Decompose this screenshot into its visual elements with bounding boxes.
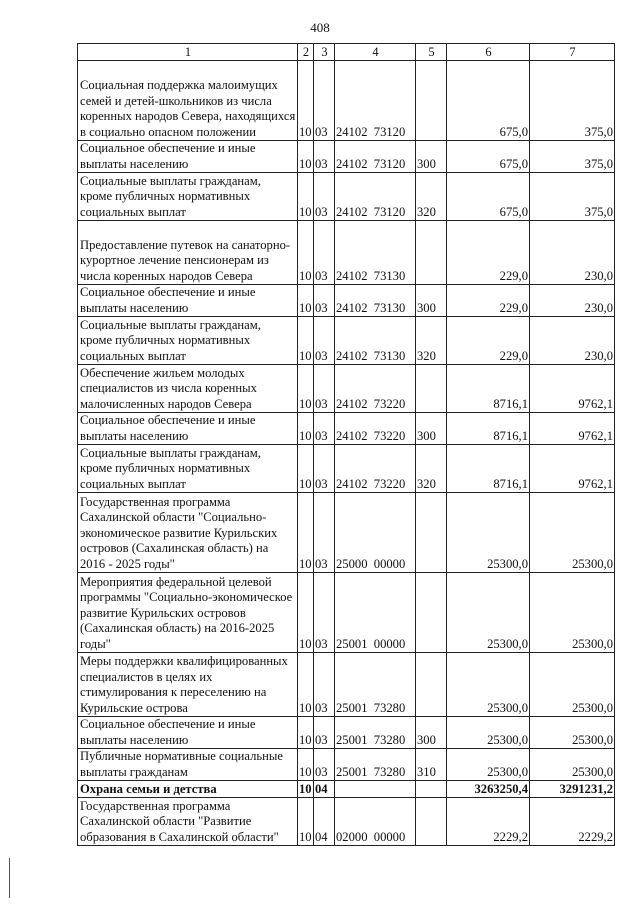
table-row: [78, 573, 615, 653]
row-name-cell: Публичные нормативные социальные выплаты гражданам: [78, 749, 298, 781]
expense-type-code-cell: 300: [416, 717, 447, 749]
expense-type-code-cell: 300: [416, 413, 447, 445]
header-cell-6: 6: [447, 44, 530, 61]
amount-col6-cell: 25300,0: [447, 653, 530, 717]
expense-type-code-cell: [416, 365, 447, 413]
subsection-code-cell: 03: [314, 365, 335, 413]
amount-col6-cell: 2229,2: [447, 798, 530, 846]
table-row: [78, 493, 615, 573]
row-name-cell: Государственная программа Сахалинской области "Развитие образования в Сахалинской области": [78, 798, 298, 846]
subsection-code-cell: 03: [314, 285, 335, 317]
expense-type-code-cell: [416, 573, 447, 653]
table-row: [78, 317, 615, 365]
expense-type-code-cell: 300: [416, 285, 447, 317]
expense-type-code-cell: [416, 61, 447, 141]
section-code-cell: 10: [298, 141, 314, 173]
table-row: [78, 61, 615, 141]
amount-col7-cell: 9762,1: [530, 445, 615, 493]
subsection-code-cell: 03: [314, 653, 335, 717]
table-row: [78, 653, 615, 717]
amount-col6-cell: 25300,0: [447, 717, 530, 749]
section-code-cell: 10: [299, 781, 312, 796]
subsection-code-cell: 04: [314, 798, 335, 846]
target-item-code-cell: 25000 00000: [335, 493, 416, 573]
table-row: [78, 781, 615, 798]
subsection-code-cell: 03: [314, 173, 335, 221]
expense-type-code-cell: 320: [416, 317, 447, 365]
amount-col7-cell: 25300,0: [530, 573, 615, 653]
amount-col7-cell: 375,0: [530, 173, 615, 221]
row-name-cell: Меры поддержки квалифицированных специалистов в целях их стимулирования к переселению на Курильские острова: [78, 653, 298, 717]
section-code-cell: 10: [298, 413, 314, 445]
target-item-code-cell: 24102 73220: [335, 445, 416, 493]
row-name-cell: Социальное обеспечение и иные выплаты населению: [78, 285, 298, 317]
section-code-cell: 10: [298, 445, 314, 493]
expense-type-code-cell: 320: [416, 445, 447, 493]
subsection-code-cell: 03: [314, 717, 335, 749]
subsection-code-cell: 03: [314, 413, 335, 445]
row-name-cell: Социальное обеспечение и иные выплаты населению: [78, 413, 298, 445]
table-row: [78, 221, 615, 285]
header-cell-4: 4: [335, 44, 416, 61]
amount-col7-cell: 375,0: [530, 61, 615, 141]
amount-col7-cell: 9762,1: [530, 365, 615, 413]
section-code-cell: 10: [298, 285, 314, 317]
amount-col6-cell: 3263250,4: [447, 781, 530, 798]
amount-col7-cell: 230,0: [530, 285, 615, 317]
subsection-code-cell: 03: [314, 573, 335, 653]
target-item-code-cell: 24102 73220: [335, 365, 416, 413]
expense-type-code-cell: 320: [416, 173, 447, 221]
amount-col6-cell: 25300,0: [447, 749, 530, 781]
amount-col7-cell: 9762,1: [530, 413, 615, 445]
subsection-code-cell: 03: [314, 445, 335, 493]
section-code-cell: 10: [298, 317, 314, 365]
expense-type-code-cell: [416, 798, 447, 846]
section-code-cell: 10: [298, 749, 314, 781]
row-name-cell: Социальные выплаты гражданам, кроме публичных нормативных социальных выплат: [78, 317, 298, 365]
section-code-cell: 10: [298, 717, 314, 749]
amount-col7-cell: 375,0: [530, 141, 615, 173]
header-cell-1: 1: [78, 44, 298, 61]
amount-col7-cell: 2229,2: [530, 798, 615, 846]
target-item-code-cell: 24102 73120: [335, 173, 416, 221]
row-name-cell: Мероприятия федеральной целевой программы "Социально-экономическое развитие Курильских островов (Сахалинская область) на 2016-2025 годы": [78, 573, 298, 653]
table-row: [78, 749, 615, 781]
amount-col7-cell: 25300,0: [530, 717, 615, 749]
amount-col7-cell: 230,0: [530, 317, 615, 365]
target-item-code-cell: 25001 00000: [335, 573, 416, 653]
row-name-cell: Социальные выплаты гражданам, кроме публичных нормативных социальных выплат: [78, 173, 298, 221]
section-code-cell: 10: [298, 493, 314, 573]
amount-col7-cell: 3291231,2: [530, 781, 615, 798]
section-code-cell: 10: [298, 798, 314, 846]
table-row: [78, 717, 615, 749]
table-row: [78, 445, 615, 493]
header-cell-3: 3: [314, 44, 335, 61]
target-item-code-cell: 24102 73120: [335, 141, 416, 173]
expense-type-code-cell: [416, 653, 447, 717]
expense-type-code-cell: [416, 221, 447, 285]
target-item-code-cell: 24102 73220: [335, 413, 416, 445]
amount-col6-cell: 25300,0: [447, 573, 530, 653]
expense-type-code-cell: 310: [416, 749, 447, 781]
row-name-cell: Социальная поддержка малоимущих семей и детей-школьников из числа коренных народов Севера, находящихся в социально опасном положении: [78, 61, 298, 141]
table-row: [78, 798, 615, 846]
amount-col6-cell: 25300,0: [447, 493, 530, 573]
table-row: [78, 285, 615, 317]
subsection-code-cell: 03: [314, 61, 335, 141]
expense-type-code-cell: [416, 781, 447, 798]
budget-table: [77, 43, 615, 846]
target-item-code-cell: 02000 00000: [335, 798, 416, 846]
header-cell-2: 2: [298, 44, 314, 61]
subsection-code-cell: 03: [314, 493, 335, 573]
amount-col6-cell: 229,0: [447, 285, 530, 317]
table-row: [78, 141, 615, 173]
section-code-cell: 10: [298, 573, 314, 653]
subsection-code-cell: 04: [314, 781, 335, 798]
expense-type-code-cell: 300: [416, 141, 447, 173]
subsection-code-cell: 03: [314, 221, 335, 285]
section-code-cell: 10: [298, 173, 314, 221]
target-item-code-cell: 24102 73120: [335, 61, 416, 141]
target-item-code-cell: 25001 73280: [335, 717, 416, 749]
page-number: 408: [310, 20, 330, 35]
amount-col6-cell: 675,0: [447, 173, 530, 221]
amount-col6-cell: 675,0: [447, 141, 530, 173]
amount-col6-cell: 8716,1: [447, 413, 530, 445]
amount-col7-cell: 25300,0: [530, 653, 615, 717]
row-name-cell: Социальные выплаты гражданам, кроме публичных нормативных социальных выплат: [78, 445, 298, 493]
target-item-code-cell: 24102 73130: [335, 317, 416, 365]
subsection-code-cell: 03: [314, 749, 335, 781]
amount-col6-cell: 229,0: [447, 221, 530, 285]
amount-col7-cell: 25300,0: [530, 493, 615, 573]
amount-col6-cell: 8716,1: [447, 365, 530, 413]
subsection-code-cell: 03: [314, 317, 335, 365]
amount-col7-cell: 25300,0: [530, 749, 615, 781]
amount-col6-cell: 675,0: [447, 61, 530, 141]
section-code-cell: 10: [298, 365, 314, 413]
table-row: [78, 173, 615, 221]
section-code-cell: 10: [298, 221, 314, 285]
target-item-code-cell: 25001 73280: [335, 749, 416, 781]
target-item-code-cell: 24102 73130: [335, 221, 416, 285]
section-code-cell: 10: [298, 653, 314, 717]
target-item-code-cell: 24102 73130: [335, 285, 416, 317]
section-code-cell: 10: [298, 61, 314, 141]
header-cell-5: 5: [416, 44, 447, 61]
header-cell-7: 7: [530, 44, 615, 61]
row-name-cell: Социальное обеспечение и иные выплаты населению: [78, 717, 298, 749]
row-name-cell: Обеспечение жильем молодых специалистов из числа коренных малочисленных народов Севера: [78, 365, 298, 413]
target-item-code-cell: [335, 781, 416, 798]
header-row: [78, 44, 615, 61]
expense-type-code-cell: [416, 493, 447, 573]
amount-col7-cell: 230,0: [530, 221, 615, 285]
amount-col6-cell: 8716,1: [447, 445, 530, 493]
row-name-cell: Социальное обеспечение и иные выплаты населению: [78, 141, 298, 173]
table-row: [78, 365, 615, 413]
row-name-cell: Предоставление путевок на санаторно-курортное лечение пенсионерам из числа коренных народов Севера: [78, 221, 298, 285]
table-row: [78, 413, 615, 445]
row-name-cell: Охрана семьи и детства: [78, 781, 298, 798]
subsection-code-cell: 03: [314, 141, 335, 173]
target-item-code-cell: 25001 73280: [335, 653, 416, 717]
row-name-cell: Государственная программа Сахалинской области "Социально-экономическое развитие Курильских островов (Сахалинская область) на 2016 - 2025 годы": [78, 493, 298, 573]
amount-col6-cell: 229,0: [447, 317, 530, 365]
left-edge-mark: [9, 858, 10, 898]
